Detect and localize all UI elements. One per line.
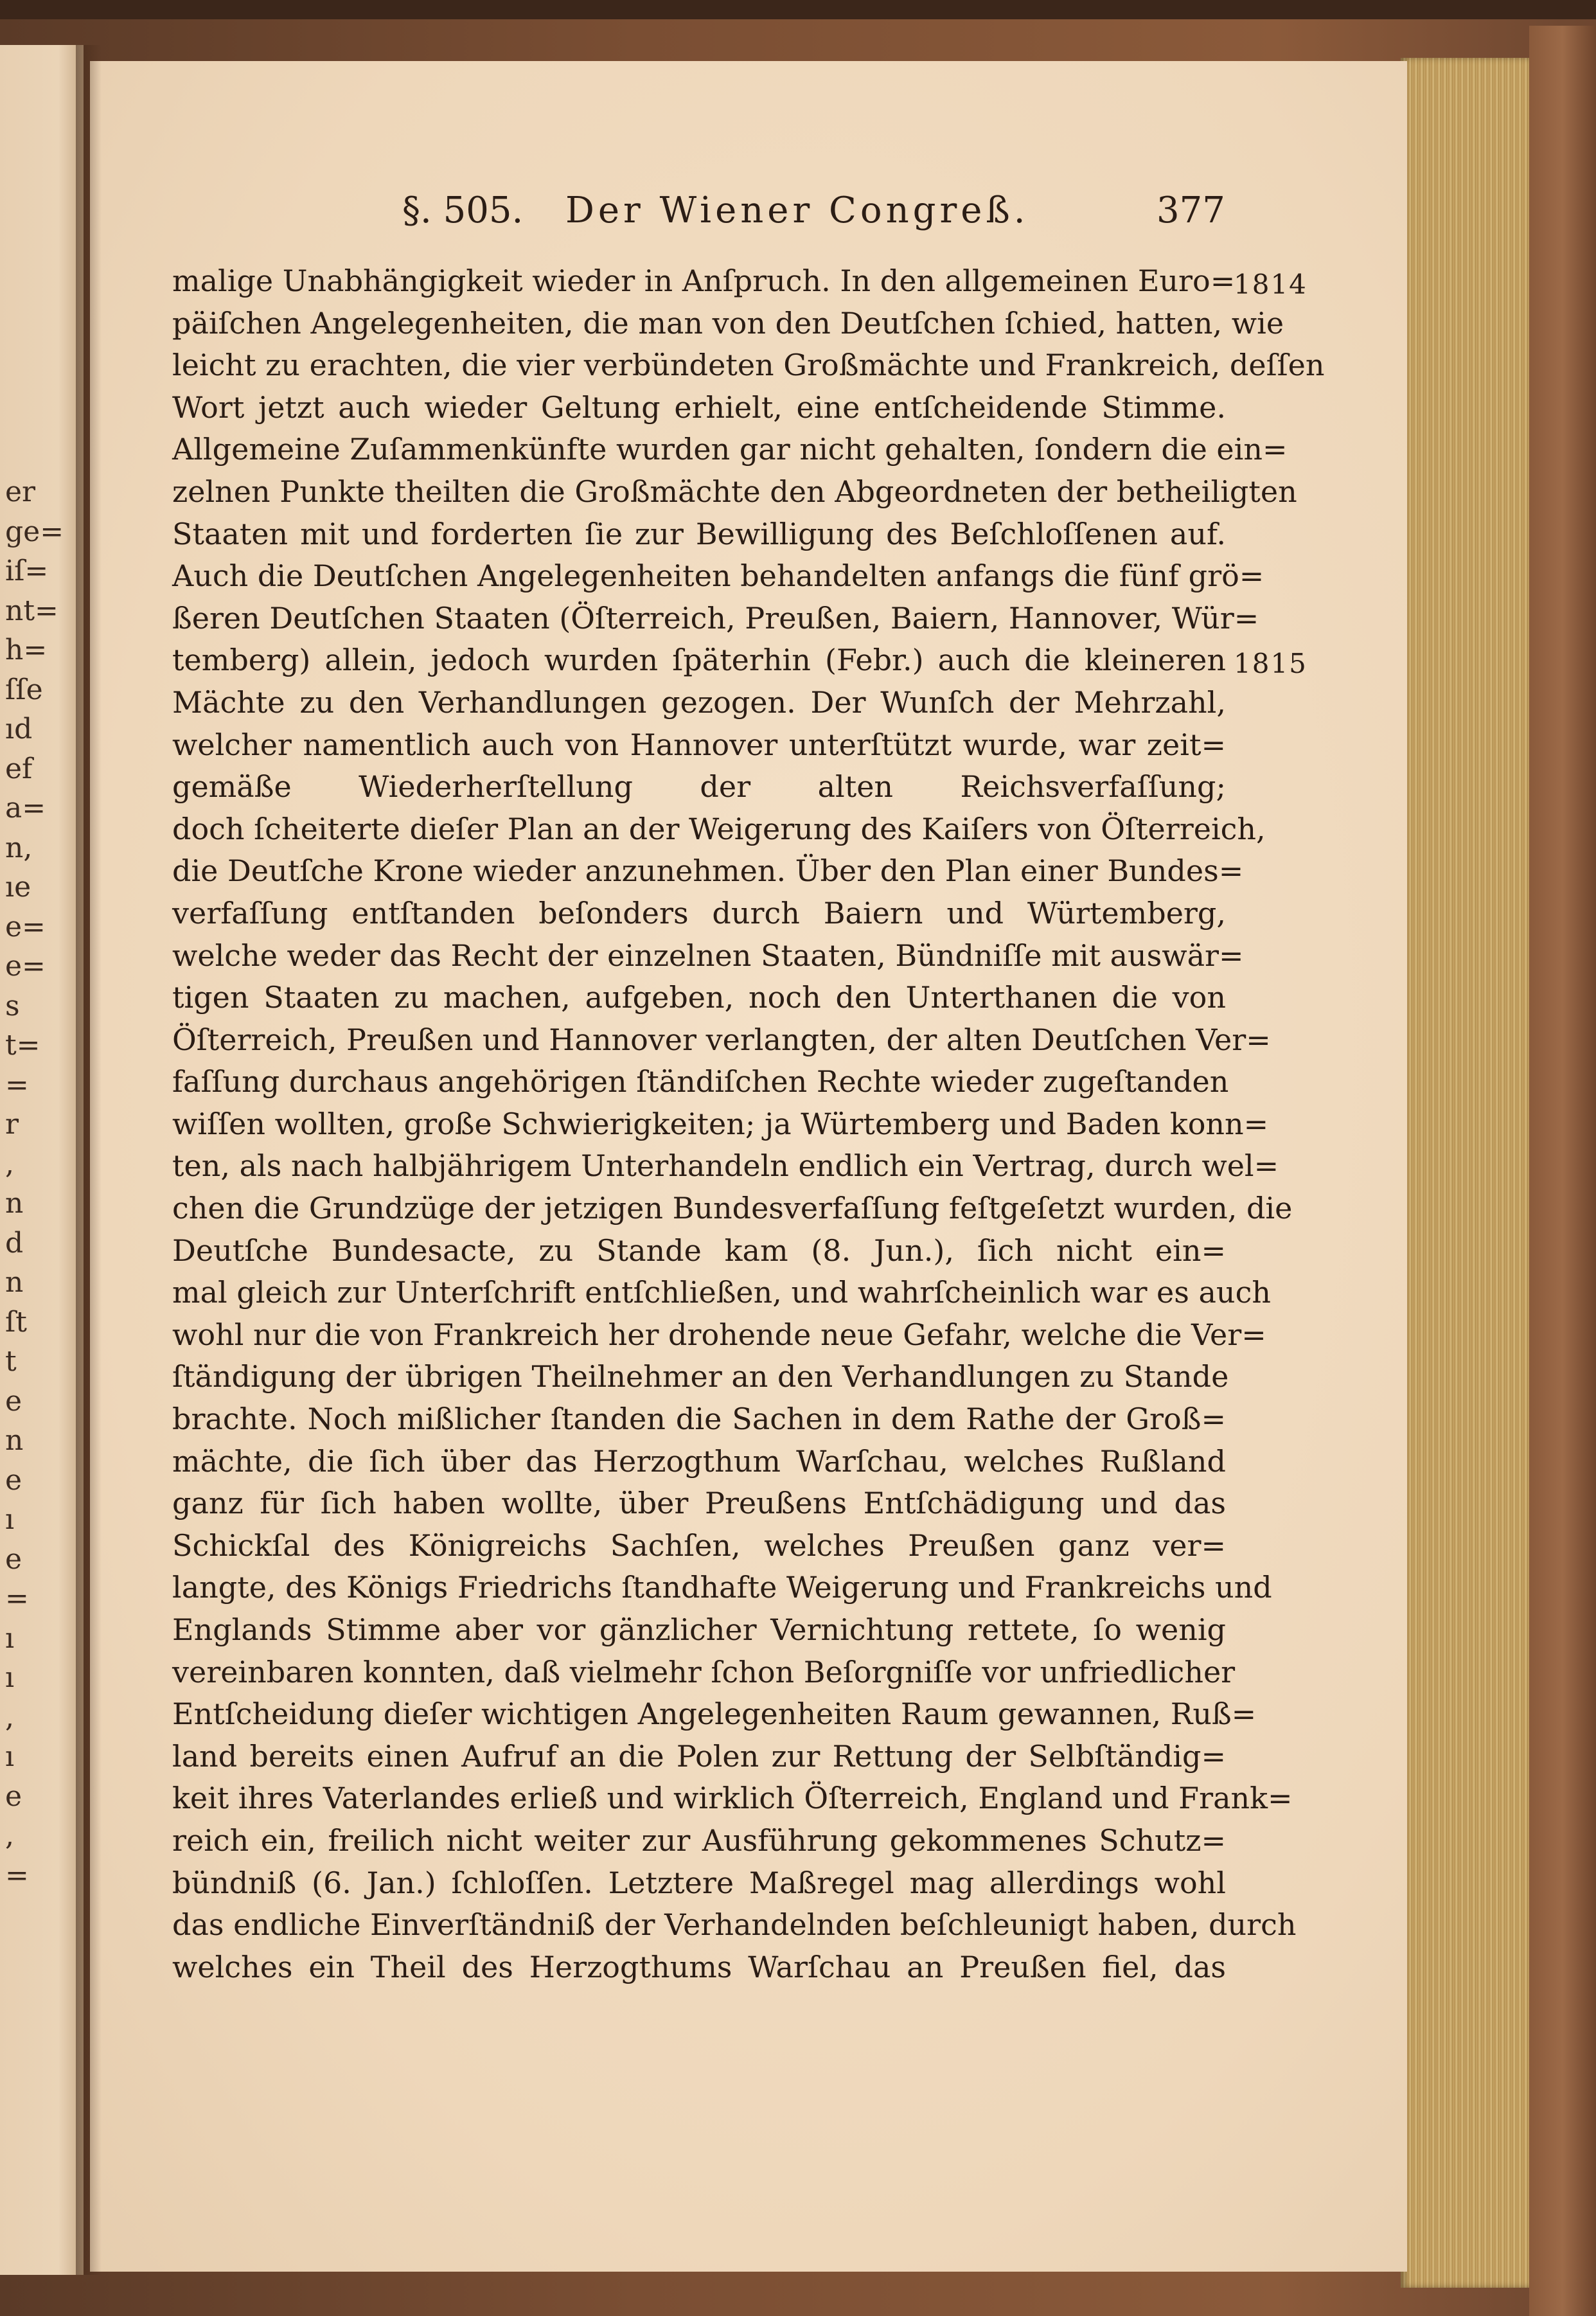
left-page-fragment: er [5, 476, 36, 508]
text-line: reich ein, freilich nicht weiter zur Ausführung gekommenes Schutz= [172, 1822, 1226, 1858]
left-page-fragment: ı [5, 1621, 15, 1655]
text-line: welcher namentlich auch von Hannover unterſtützt wurde, war zeit= [172, 727, 1226, 762]
left-page-fragment: ıd [5, 713, 33, 745]
left-page-fragment: e= [5, 910, 46, 943]
text-line: verfaſſung entſtanden beſonders durch Baiern und Würtemberg, [172, 895, 1226, 931]
text-line: Wort jetzt auch wieder Geltung erhielt, eine entſcheidende Stimme. [172, 389, 1226, 425]
book-board-edge [1529, 26, 1596, 2316]
text-line: das endliche Einverſtändniß der Verhandelnden beſchleunigt haben, durch [172, 1907, 1297, 1943]
text-line: Öſterreich, Preußen und Hannover verlangten, der alten Deutſchen Ver= [172, 1022, 1271, 1057]
left-page-fragment: t [5, 1345, 17, 1378]
left-page-fragment: n [5, 1424, 24, 1457]
page-gutter-shadow [76, 45, 102, 2275]
left-page-fragment: n [5, 1266, 24, 1299]
text-line: Entſcheidung dieſer wichtigen Angelegenheiten Raum gewannen, Ruß= [172, 1697, 1257, 1732]
left-page-fragment: , [5, 1700, 14, 1734]
left-page-fragment: ı [5, 1503, 15, 1536]
text-line: mächte, die ſich über das Herzogthum Warſchau, welches Rußland [172, 1443, 1226, 1479]
left-page-fragment: iſ= [5, 555, 49, 587]
left-page-fragment: , [5, 1147, 14, 1180]
left-page-fragment: t= [5, 1029, 40, 1062]
left-page-fragment: ı [5, 1661, 15, 1694]
left-page-fragment: ı [5, 1740, 15, 1773]
text-line: Deutſche Bundesacte, zu Stande kam (8. Jun.), ſich nicht ein= [172, 1233, 1226, 1268]
text-line: Staaten mit und forderten ſie zur Bewilligung des Beſchloſſenen auf. [172, 516, 1226, 551]
left-page-fragment: a= [5, 792, 46, 824]
running-head [90, 125, 1407, 231]
text-line: ganz für ſich haben wollte, über Preußens Entſchädigung und das [172, 1486, 1226, 1521]
text-line: ten, als nach halbjährigem Unterhandeln endlich ein Vertrag, durch wel= [172, 1148, 1279, 1184]
left-page-fragment: e [5, 1542, 22, 1576]
left-page-fragment: ef [5, 752, 33, 785]
text-line: leicht zu erachten, die vier verbündeten Großmächte und Frankreich, deſſen [172, 348, 1325, 383]
text-line: die Deutſche Krone wieder anzunehmen. Über den Plan einer Bundes= [172, 853, 1244, 889]
text-line: faſſung durchaus angehörigen ſtändiſchen Rechte wieder zugeſtanden [172, 1064, 1229, 1100]
text-line: Auch die Deutſchen Angelegenheiten behandelten anfangs die fünf grö= [172, 558, 1264, 594]
text-line: temberg) allein, jedoch wurden ſpäterhin (Febr.) auch die kleineren [172, 643, 1226, 678]
text-line: doch ſcheiterte dieſer Plan an der Weigerung des Kaiſers von Öſterreich, [172, 811, 1266, 846]
text-line: welches ein Theil des Herzogthums Warſchau an Preußen fiel, das [172, 1949, 1226, 1984]
left-page-text-fragments [5, 45, 76, 2275]
left-page-fragment: ıe [5, 871, 31, 904]
left-page-fragment: = [5, 1068, 29, 1101]
text-line: land bereits einen Aufruf an die Polen zur Rettung der Selbſtändig= [172, 1738, 1226, 1774]
page-number: 377 [1157, 190, 1225, 231]
section-number: §. 505. [402, 190, 524, 231]
text-line: Mächte zu den Verhandlungen gezogen. Der Wunſch der Mehrzahl, [172, 684, 1226, 720]
text-line: Englands Stimme aber vor gänzlicher Vernichtung rettete, ſo wenig [172, 1612, 1226, 1647]
left-page [0, 45, 84, 2275]
text-line: keit ihres Vaterlandes erließ und wirklich Öſterreich, England und Frank= [172, 1781, 1293, 1816]
text-line: ßeren Deutſchen Staaten (Öſterreich, Preußen, Baiern, Hannover, Wür= [172, 600, 1259, 636]
left-page-fragment: e [5, 1779, 22, 1813]
chapter-title: Der Wiener Congreß. [565, 190, 1029, 231]
text-line: wohl nur die von Frankreich her drohende neue Gefahr, welche die Ver= [172, 1317, 1266, 1352]
left-page-fragment: d [5, 1226, 24, 1260]
left-page-fragment: e [5, 1384, 22, 1418]
left-page-fragment: = [5, 1858, 29, 1892]
text-line: malige Unabhängigkeit wieder in Anſpruch. In den allgemeinen Euro= [172, 263, 1236, 298]
text-line: ſtändigung der übrigen Theilnehmer an den Verhandlungen zu Stande [172, 1359, 1229, 1394]
left-page-fragment: ge= [5, 515, 64, 548]
text-line: welche weder das Recht der einzelnen Staaten, Bündniſſe mit auswär= [172, 938, 1244, 973]
margin-year: 1815 [1234, 648, 1308, 679]
left-page-fragment: e [5, 1463, 22, 1497]
left-page-fragment: , [5, 1819, 14, 1852]
left-page-fragment: nt= [5, 594, 58, 627]
left-page-fragment: ſſe [5, 673, 43, 706]
text-line: Allgemeine Zuſammenkünfte wurden gar nicht gehalten, ſondern die ein= [172, 432, 1288, 467]
text-line: langte, des Königs Friedrichs ſtandhafte Weigerung und Frankreichs und [172, 1570, 1272, 1605]
text-line: brachte. Noch mißlicher ſtanden die Sachen in dem Rathe der Groß= [172, 1402, 1226, 1437]
text-line: mal gleich zur Unterſchrift entſchließen, und wahrſcheinlich war es auch [172, 1275, 1271, 1310]
text-line: wiſſen wollten, große Schwierigkeiten; ja Würtemberg und Baden konn= [172, 1106, 1269, 1141]
text-line: bündniß (6. Jan.) ſchloſſen. Letztere Maßregel mag allerdings wohl [172, 1865, 1226, 1900]
text-line: zelnen Punkte theilten die Großmächte den Abgeordneten der betheiligten [172, 474, 1297, 509]
left-page-fragment: r [5, 1108, 19, 1141]
text-line: chen die Grundzüge der jetzigen Bundesverfaſſung feſtgeſetzt wurden, die [172, 1191, 1293, 1226]
left-page-fragment: n, [5, 831, 33, 864]
text-line: vereinbaren konnten, daß vielmehr ſchon Beſorgniſſe vor unfriedlicher [172, 1654, 1236, 1689]
left-page-fragment: ſt [5, 1305, 27, 1339]
left-page-fragment: s [5, 989, 20, 1022]
left-page-fragment: = [5, 1582, 29, 1615]
left-page-fragment: e= [5, 950, 46, 983]
text-line: Schickſal des Königreichs Sachſen, welches Preußen ganz ver= [172, 1528, 1226, 1563]
text-line: tigen Staaten zu machen, aufgeben, noch den Unterthanen die von [172, 980, 1226, 1015]
margin-year: 1814 [1234, 269, 1308, 300]
text-line: päiſchen Angelegenheiten, die man von den Deutſchen ſchied, hatten, wie [172, 305, 1284, 341]
page-block-edges [1401, 58, 1529, 2288]
left-page-fragment: n [5, 1187, 24, 1220]
text-line: gemäße Wiederherſtellung der alten Reichsverfaſſung; [172, 769, 1226, 805]
left-page-fragment: h= [5, 634, 48, 666]
